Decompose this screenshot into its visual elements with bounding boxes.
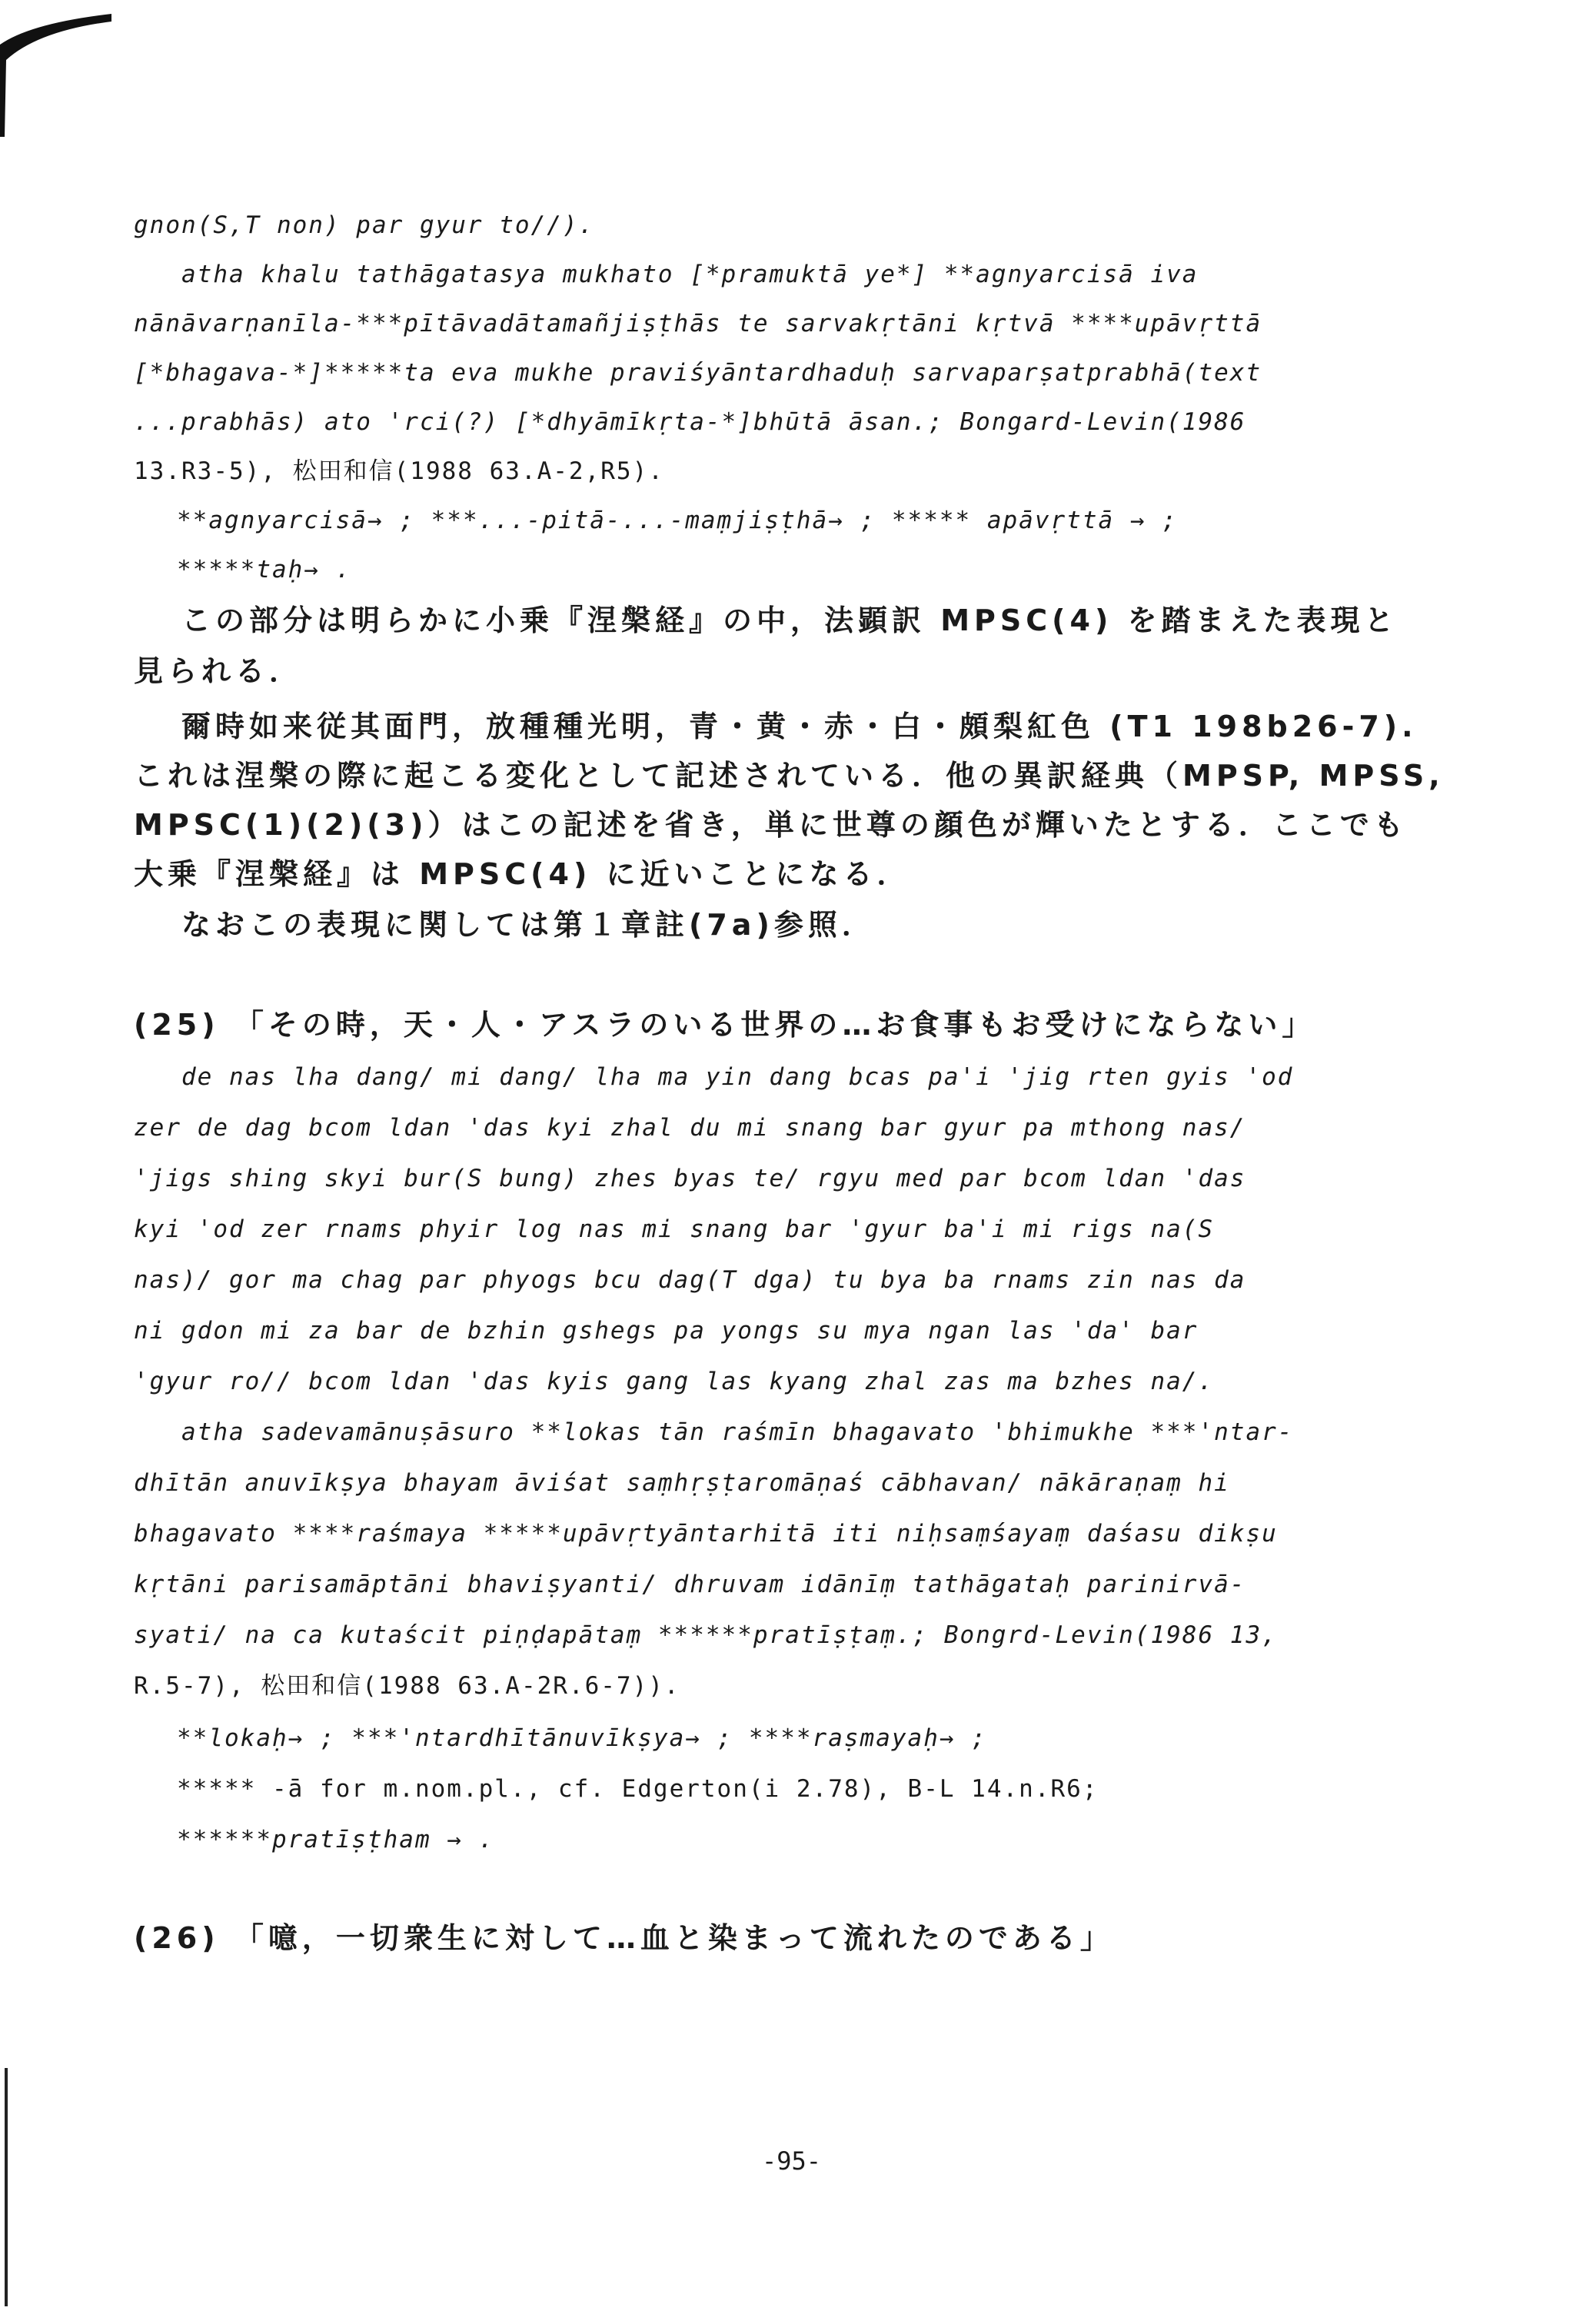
corner-crop-mark: [0, 14, 111, 137]
text-line: gnon(S,T non) par gyur to//).: [134, 211, 595, 239]
text-line: R.5-7), 松田和信(1988 63.A-2R.6-7)).: [134, 1672, 680, 1700]
text-line: nas)/ gor ma chag par phyogs bcu dag(T dga) tu bya ba rnams zin nas da: [134, 1266, 1246, 1294]
text-line: de nas lha dang/ mi dang/ lha ma yin dang bcas pa'i 'jig rten gyis 'od: [181, 1063, 1294, 1091]
page-number: -95-: [761, 2146, 822, 2176]
japanese-line: 爾時如来従其面門，放種種光明，青・黄・赤・白・頗梨紅色 (T1 198b26-7).: [181, 710, 1418, 743]
japanese-line: 大乗『涅槃経』は MPSC(4) に近いことになる．: [134, 857, 911, 891]
text-line: atha khalu tathāgatasya mukhato [*pramuktā ye*] **agnyarcisā iva: [181, 261, 1199, 288]
text-line: kyi 'od zer rnams phyir log nas mi snang bar 'gyur ba'i mi rigs na(S: [134, 1215, 1215, 1243]
footnote-line: ******pratīṣṭham → .: [177, 1826, 495, 1854]
section-heading: (25) 「その時，天・人・アスラのいる世界の…お食事もお受けにならない」: [134, 1008, 1316, 1042]
text-line: 'gyur ro// bcom ldan 'das kyis gang las kyang zhal zas ma bzhes na/.: [134, 1368, 1215, 1395]
text-line: ...prabhās) ato 'rci(?) [*dhyāmīkṛta-*]bhūtā āsan.; Bongard-Levin(1986: [134, 408, 1246, 436]
text-line: atha sadevamānuṣāsuro **lokas tān raśmīn bhagavato 'bhimukhe ***'ntar-: [181, 1418, 1294, 1446]
text-line: ni gdon mi za bar de bzhin gshegs pa yongs su mya ngan las 'da' bar: [134, 1317, 1199, 1345]
japanese-line: 見られる．: [134, 654, 304, 688]
footnote-line: *****taḥ→ .: [177, 556, 352, 583]
text-line: dhītān anuvīkṣya bhayam āviśat saṃhṛṣṭaromāṇaś cābhavan/ nākāraṇaṃ hi: [134, 1469, 1230, 1497]
text-line: 'jigs shing skyi bur(S bung) zhes byas te/ rgyu med par bcom ldan 'das: [134, 1165, 1246, 1192]
left-margin-rule: [5, 2068, 8, 2306]
text-line: bhagavato ****raśmaya *****upāvṛtyāntarhitā iti niḥsaṃśayaṃ daśasu dikṣu: [134, 1520, 1278, 1548]
text-line: 13.R3-5), 松田和信(1988 63.A-2,R5).: [134, 457, 664, 485]
section-heading: (26) 「噫，一切衆生に対して…血と染まって流れたのである」: [134, 1921, 1114, 1955]
text-line: syati/ na ca kutaścit piṇḍapātaṃ ******pratīṣṭaṃ.; Bongrd-Levin(1986 13,: [134, 1621, 1278, 1649]
japanese-line: MPSC(1)(2)(3)）はこの記述を省き，単に世尊の顔色が輝いたとする．ここでも: [134, 808, 1408, 842]
footnote-line: ***** -ā for m.nom.pl., cf. Edgerton(i 2.78), B-L 14.n.R6;: [177, 1775, 1099, 1803]
footnote-line: **lokaḥ→ ; ***'ntardhītānuvīkṣya→ ; ****raṣmayaḥ→ ;: [177, 1724, 987, 1752]
text-line: nānāvarṇanīla-***pītāvadātamañjiṣṭhās te sarvakṛtāni kṛtvā ****upāvṛttā: [134, 310, 1262, 337]
text-line: zer de dag bcom ldan 'das kyi zhal du mi snang bar gyur pa mthong nas/: [134, 1114, 1246, 1142]
text-line: kṛtāni parisamāptāni bhaviṣyanti/ dhruvam idānīṃ tathāgataḥ parinirvā-: [134, 1571, 1246, 1598]
japanese-line: この部分は明らかに小乗『涅槃経』の中，法顕訳 MPSC(4) を踏まえた表現と: [181, 603, 1398, 637]
footnote-line: **agnyarcisā→ ; ***...-pitā-...-maṃjiṣṭhā→ ; ***** apāvṛttā → ;: [177, 507, 1178, 534]
text-line: [*bhagava-*]*****ta eva mukhe praviśyāntardhaduḥ sarvaparṣatprabhā(text: [134, 359, 1262, 387]
japanese-line: これは涅槃の際に起こる変化として記述されている．他の異訳経典（MPSP, MPSS,: [134, 759, 1445, 793]
japanese-line: なおこの表現に関しては第１章註(7a)参照．: [181, 908, 876, 942]
